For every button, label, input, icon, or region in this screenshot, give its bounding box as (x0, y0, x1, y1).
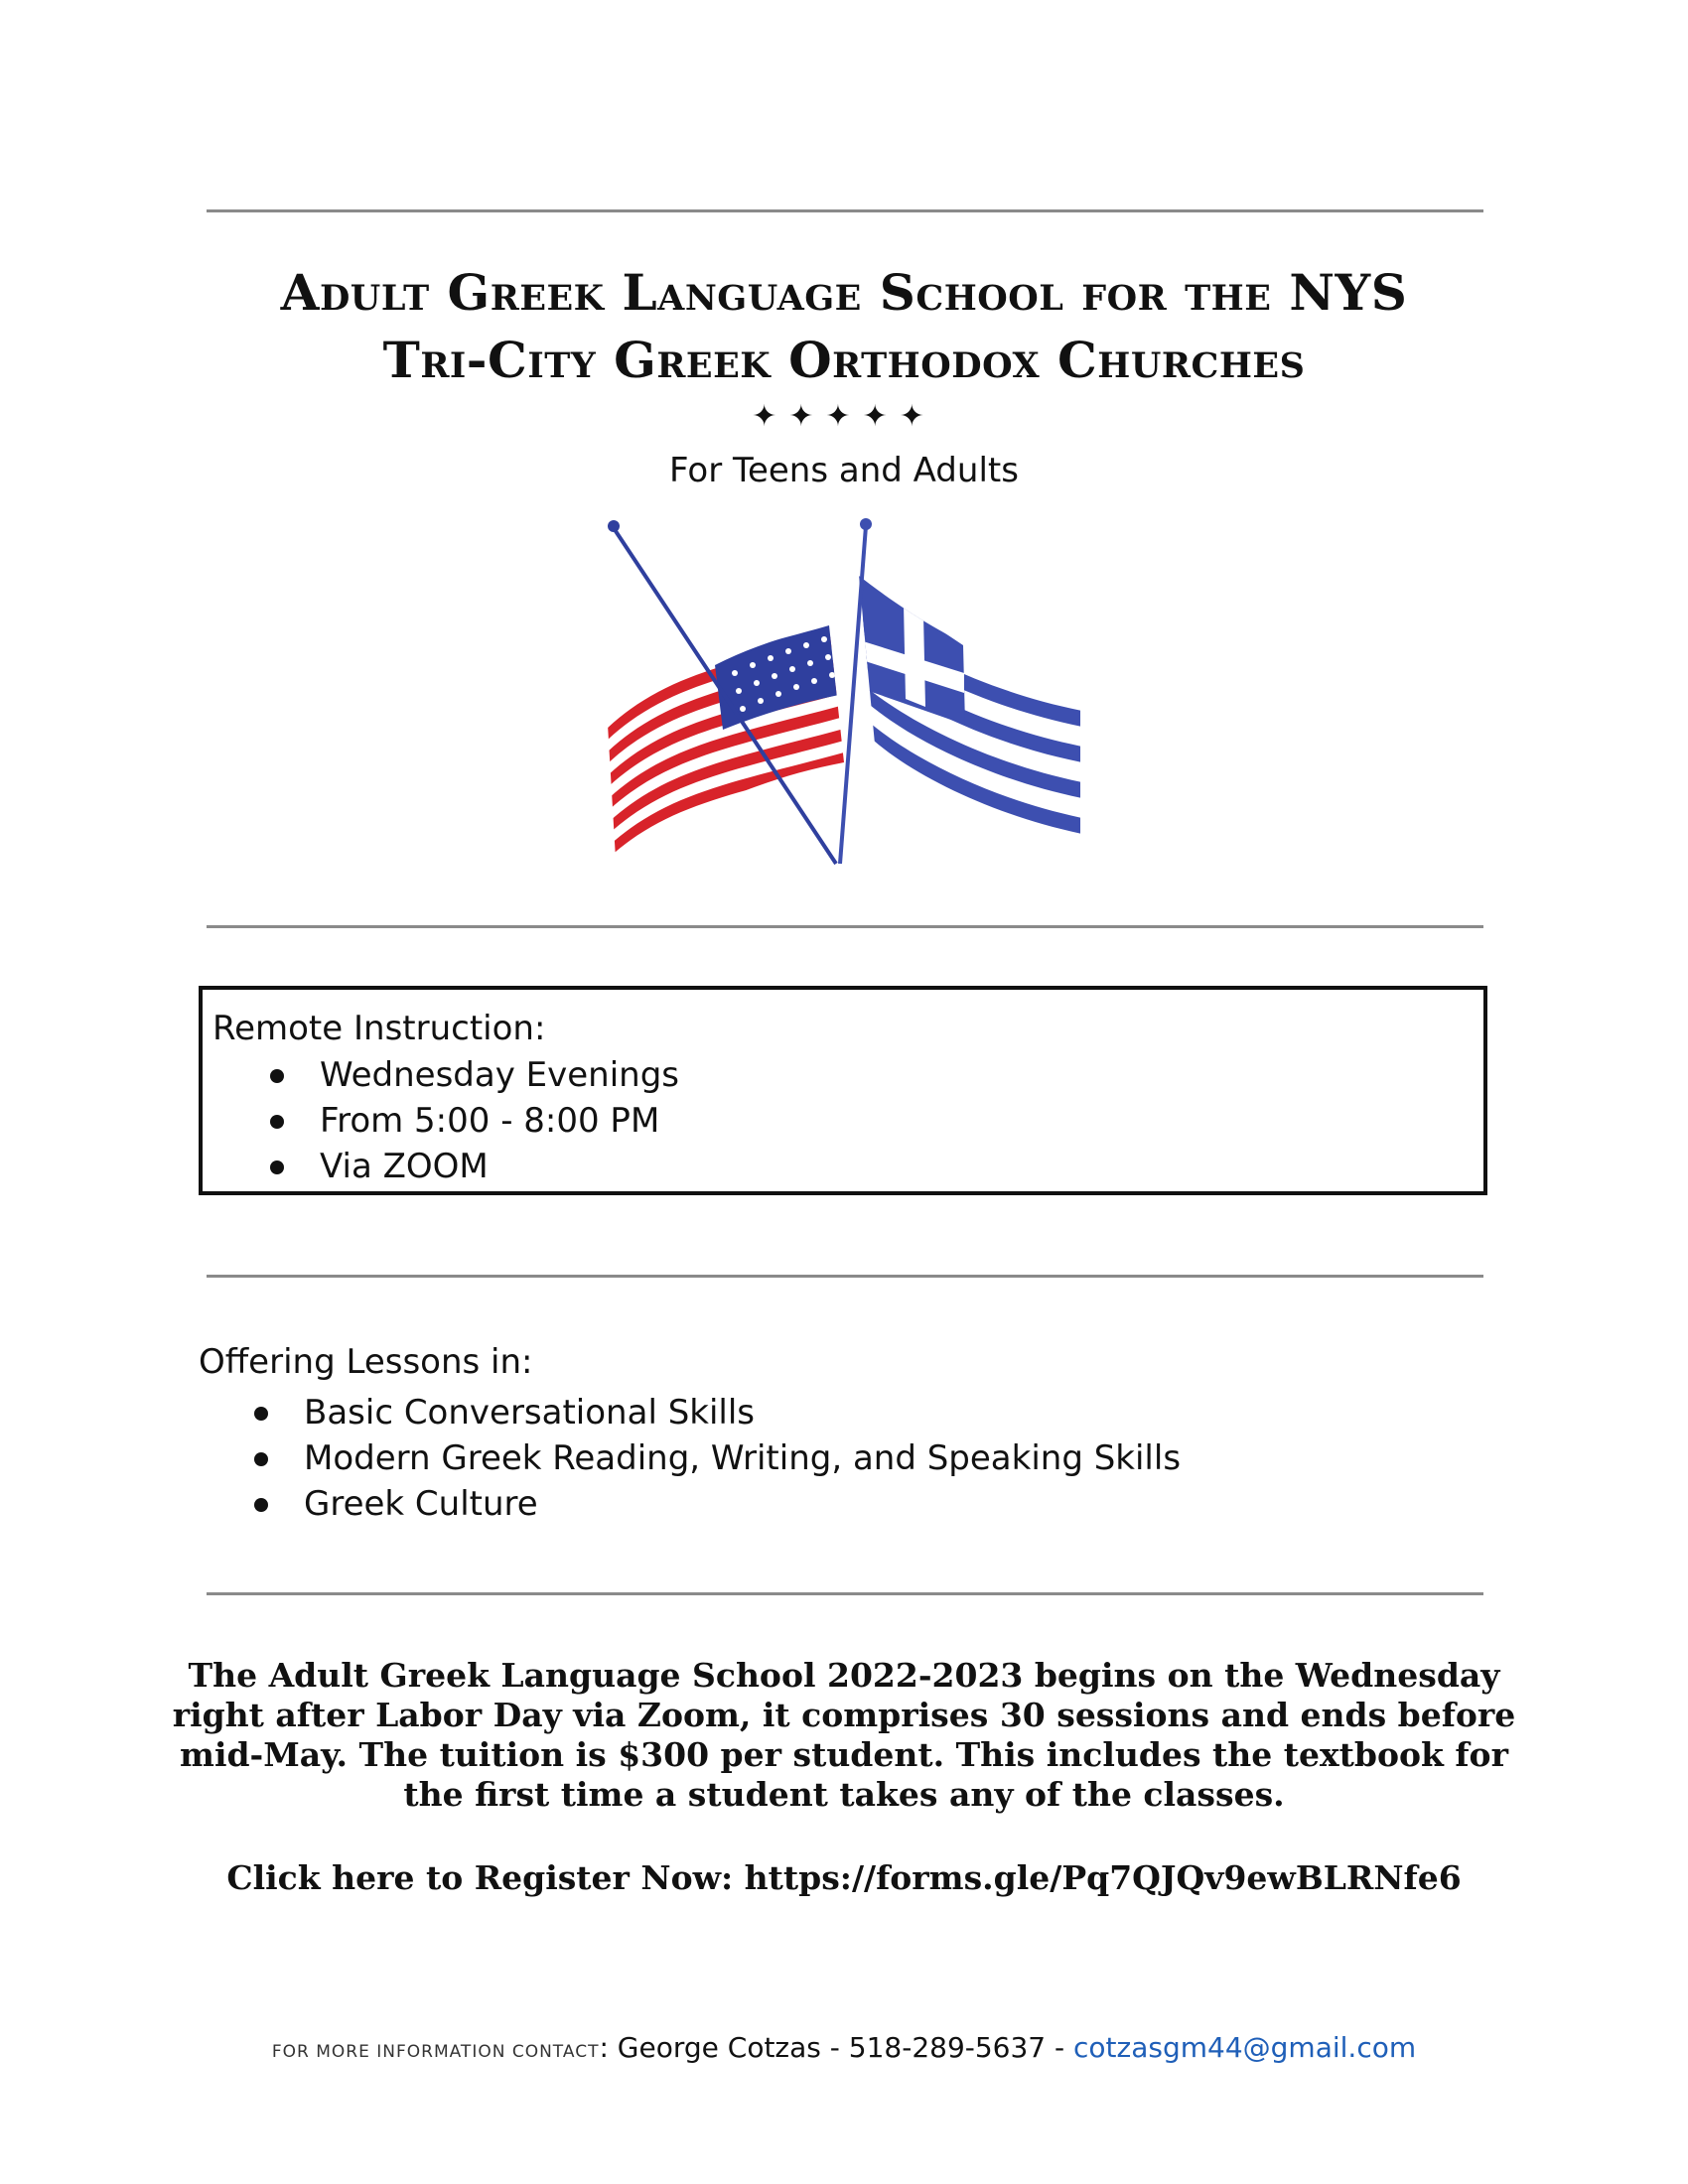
contact-footer (0, 2031, 1688, 2064)
us-flag (606, 596, 864, 874)
info-paragraph: The Adult Greek Language School 2022-2023 begins on the Wednesday right after Labor Day via Zoom, it comprises 30 sessions and ends before mid-May. The tuition is $300 per student. This includes the textbook for the first time a student takes any of the classes. (172, 1656, 1516, 1814)
list-item: Modern Greek Reading, Writing, and Speaking Skills (254, 1435, 1181, 1481)
divider (207, 209, 1483, 212)
lessons-list (254, 1390, 1181, 1527)
contact-label: FOR MORE INFORMATION CONTACT (271, 2042, 600, 2062)
greek-flag (854, 566, 1082, 864)
divider (207, 1275, 1483, 1278)
remote-instruction-heading: Remote Instruction: (212, 1009, 546, 1048)
crossed-flags-image (606, 516, 1082, 874)
star-ornament: ✦✦✦✦✦ (752, 399, 936, 434)
list-item: Greek Culture (254, 1481, 1181, 1527)
divider (207, 1592, 1483, 1595)
list-item: From 5:00 - 8:00 PM (270, 1098, 679, 1144)
divider (207, 925, 1483, 928)
contact-colon: : (599, 2031, 609, 2064)
lessons-heading: Offering Lessons in: (199, 1342, 533, 1382)
contact-details: George Cotzas - 518-289-5637 - (608, 2031, 1074, 2064)
register-link[interactable]: Click here to Register Now: https://forms.gle/Pq7QJQv9ewBLRNfe6 (226, 1858, 1462, 1897)
list-item: Via ZOOM (270, 1144, 679, 1189)
email-link[interactable]: cotzasgm44@gmail.com (1073, 2031, 1417, 2064)
list-item: Wednesday Evenings (270, 1052, 679, 1098)
list-item: Basic Conversational Skills (254, 1390, 1181, 1435)
page-title-line2: Tri-City Greek Orthodox Churches (382, 331, 1306, 389)
page-title-line1: Adult Greek Language School for the NYS (280, 263, 1408, 322)
remote-instruction-list (270, 1052, 679, 1189)
subtitle: For Teens and Adults (669, 451, 1019, 490)
